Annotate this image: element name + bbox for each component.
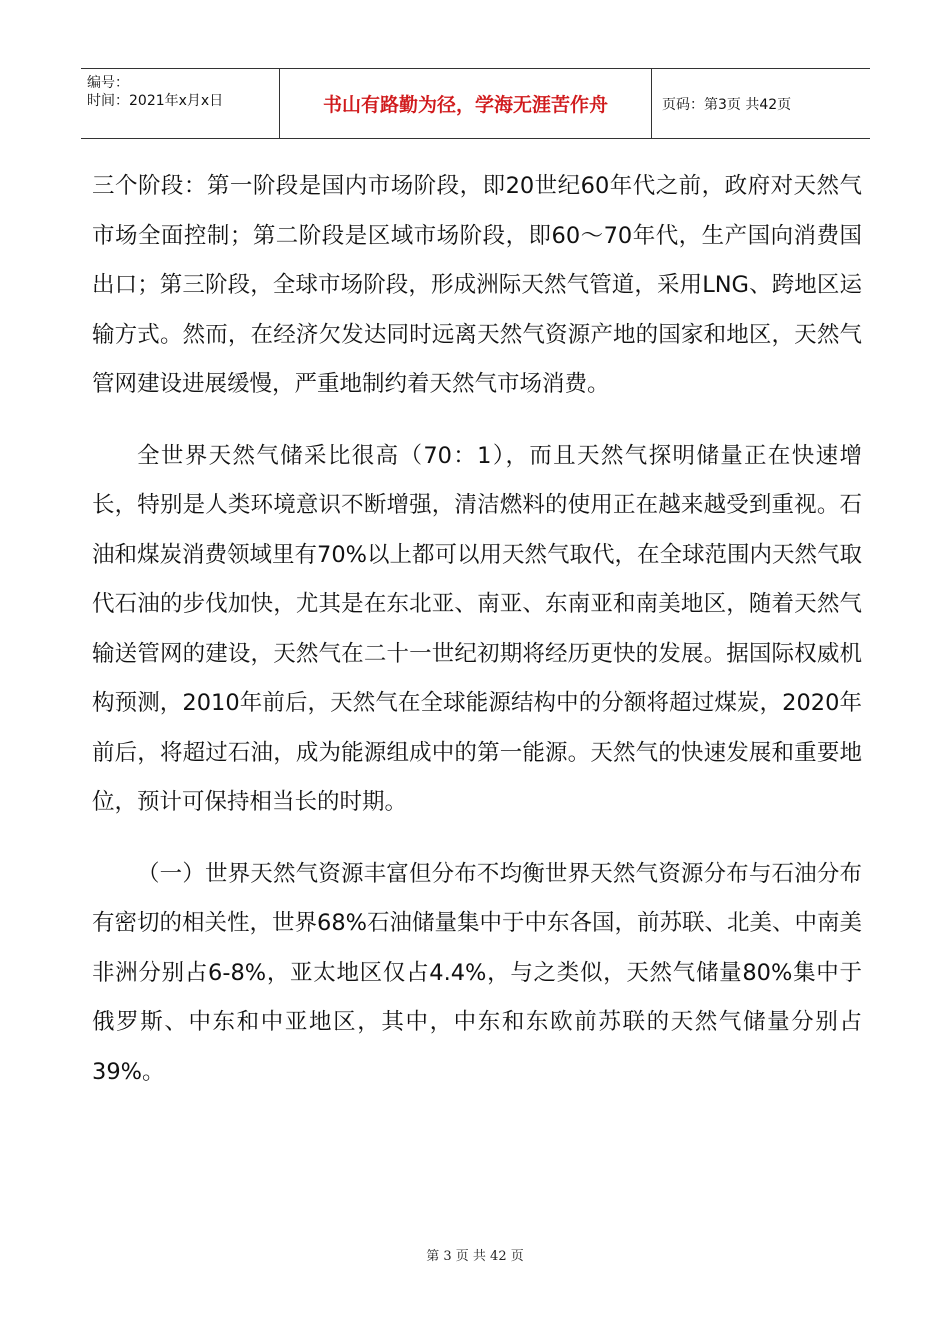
page-footer: 第 3 页 共 42 页 [426,1249,524,1264]
header-meta [81,69,280,138]
paragraph: 三个阶段：第一阶段是国内市场阶段，即20世纪60年代之前，政府对天然气市场全面控制；第二阶段是区域市场阶段，即60～70年代，生产国向消费国出口；第三阶段，全球市场阶段，形成洲际天然气管道，采用LNG、跨地区运输方式。然而，在经济欠发达同时远离天然气资源产地的国家和地区，天然气管网建设进展缓慢，严重地制约着天然气市场消费。 [92,173,862,397]
document-body [92,162,862,1097]
header-page-info: 页码：第3页 共42页 [662,96,792,113]
paragraph: （一）世界天然气资源丰富但分布不均衡世界天然气资源分布与石油分布有密切的相关性，世界68%石油储量集中于中东各国，前苏联、北美、中南美非洲分别占6-8%，亚太地区仅占4.4%，与之类似，天然气储量80%集中于俄罗斯、中东和中亚地区，其中，中东和东欧前苏联的天然气储量分别占39%。 [92,860,863,1085]
document-number-label: 编号： [87,75,129,91]
page-header [81,68,870,139]
document-date-label: 时间：2021年x月x日 [87,93,224,109]
header-motto: 书山有路勤为径，学海无涯苦作舟 [280,69,652,138]
paragraph: 全世界天然气储采比很高（70：1），而且天然气探明储量正在快速增长，特别是人类环境意识不断增强，清洁燃料的使用正在越来越受到重视。石油和煤炭消费领域里有70%以上都可以用天然气取代，在全球范围内天然气取代石油的步伐加快，尤其是在东北亚、南亚、东南亚和南美地区，随着天然气输送管网的建设，天然气在二十一世纪初期将经历更快的发展。据国际权威机构预测，2010年前后，天然气在全球能源结构中的分额将超过煤炭，2020年前后，将超过石油，成为能源组成中的第一能源。天然气的快速发展和重要地位，预计可保持相当长的时期。 [92,442,863,815]
